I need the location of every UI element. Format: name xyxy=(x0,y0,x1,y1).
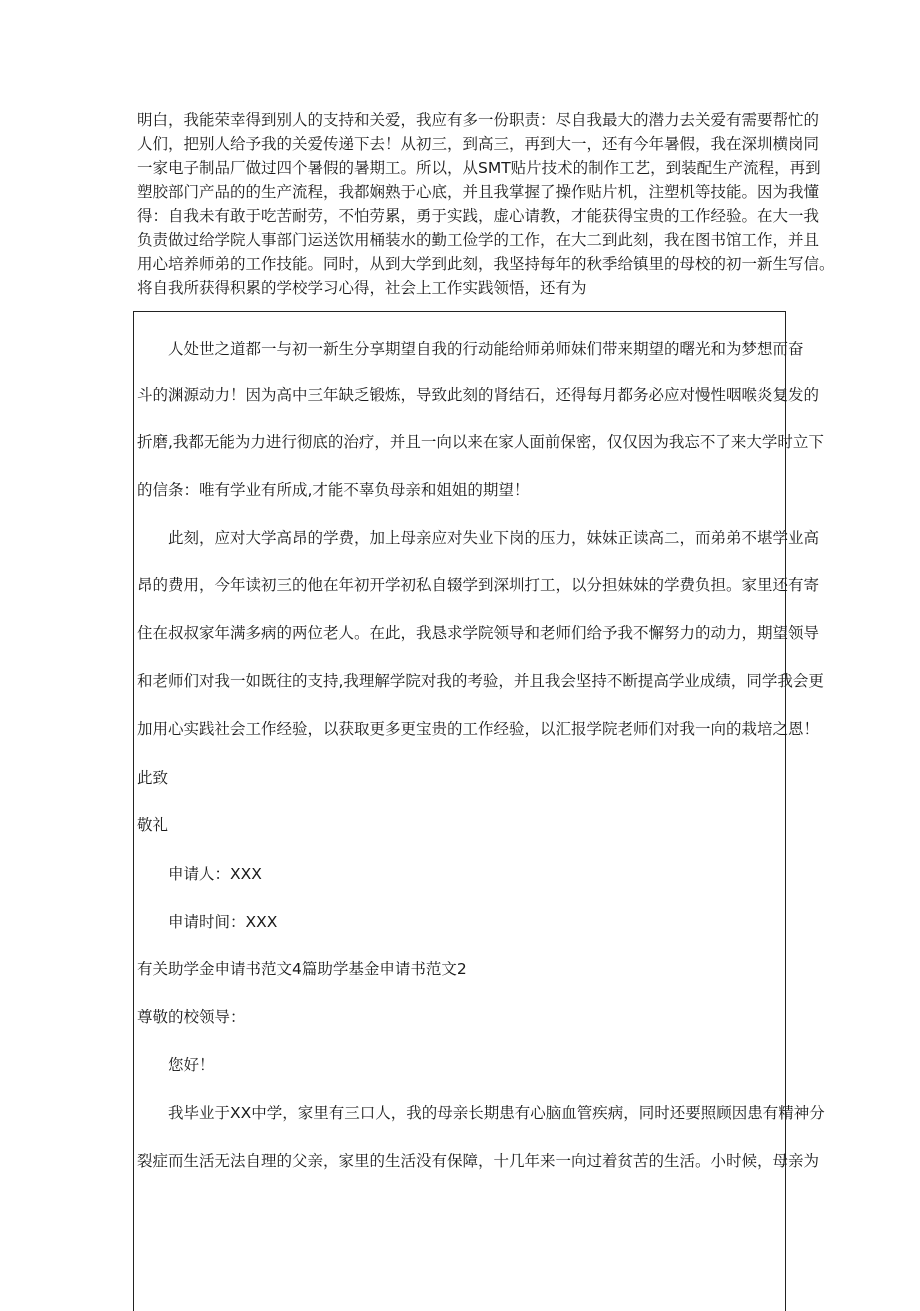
greeting: 您好！ xyxy=(168,1056,215,1074)
text-line: 人们，把别人给予我的关爱传递下去！从初三，到高三，再到大一，还有今年暑假，我在深圳横岗同 xyxy=(137,135,820,153)
text-line: 住在叔叔家年满多病的两位老人。在此，我恳求学院领导和老师们给予我不懈努力的动力，期望领导 xyxy=(137,624,820,642)
text-line: 斗的渊源动力！因为高中三年缺乏锻炼，导致此刻的肾结石，还得每月都务必应对慢性咽喉炎复发的 xyxy=(137,386,820,404)
text-line: 裂症而生活无法自理的父亲，家里的生活没有保障，十几年来一向过着贫苦的生活。小时候，母亲为 xyxy=(137,1152,820,1170)
salutation: 尊敬的校领导： xyxy=(137,1008,246,1026)
applicant-line: 申请人：XXX xyxy=(168,865,262,883)
text-line: 人处世之道都一与初一新生分享期望自我的行动能给师弟师妹们带来期望的曙光和为梦想而奋 xyxy=(168,340,804,358)
closing-cizhi: 此致 xyxy=(137,769,169,787)
closing-jingli: 敬礼 xyxy=(137,816,169,834)
text-line: 一家电子制品厂做过四个暑假的暑期工。所以，从SMT贴片技术的制作工艺，到装配生产流程，再到 xyxy=(137,159,821,177)
text-line: 将自我所获得积累的学校学习心得，社会上工作实践领悟，还有为 xyxy=(137,279,587,297)
text-line: 明白，我能荣幸得到别人的支持和关爱，我应有多一份职责：尽自我最大的潜力去关爱有需要帮忙的 xyxy=(137,111,820,129)
text-line: 塑胶部门产品的的生产流程，我都娴熟于心底，并且我掌握了操作贴片机，注塑机等技能。因为我懂 xyxy=(137,183,820,201)
text-line: 加用心实践社会工作经验，以获取更多更宝贵的工作经验，以汇报学院老师们对我一向的栽培之恩！ xyxy=(137,720,820,738)
text-line: 负责做过给学院人事部门运送饮用桶装水的勤工俭学的工作，在大二到此刻，我在图书馆工作，并且 xyxy=(137,231,820,249)
text-line: 昂的费用，今年读初三的他在年初开学初私自辍学到深圳打工，以分担妹妹的学费负担。家里还有寄 xyxy=(137,576,820,594)
text-line: 用心培养师弟的工作技能。同时，从到大学到此刻，我坚持每年的秋季给镇里的母校的初一新生写信。 xyxy=(137,255,835,273)
section-heading: 有关助学金申请书范文4篇助学基金申请书范文2 xyxy=(137,960,467,978)
text-line: 我毕业于XX中学，家里有三口人，我的母亲长期患有心脑血管疾病，同时还要照顾因患有精神分 xyxy=(168,1104,825,1122)
top-paragraph xyxy=(137,108,835,300)
text-line: 和老师们对我一如既往的支持,我理解学院对我的考验，并且我会坚持不断提高学业成绩，同学我会更 xyxy=(137,672,824,690)
text-line: 此刻，应对大学高昂的学费，加上母亲应对失业下岗的压力，妹妹正读高二，而弟弟不堪学业高 xyxy=(168,529,820,547)
text-line: 的信条：唯有学业有所成,才能不辜负母亲和姐姐的期望！ xyxy=(137,481,530,499)
text-line: 得：自我未有敢于吃苦耐劳，不怕劳累，勇于实践，虚心请教，才能获得宝贵的工作经验。在大一我 xyxy=(137,207,820,225)
text-line: 折磨,我都无能为力进行彻底的治疗，并且一向以来在家人面前保密，仅仅因为我忘不了来大学时立下 xyxy=(137,433,824,451)
apply-time-line: 申请时间：XXX xyxy=(168,913,278,931)
